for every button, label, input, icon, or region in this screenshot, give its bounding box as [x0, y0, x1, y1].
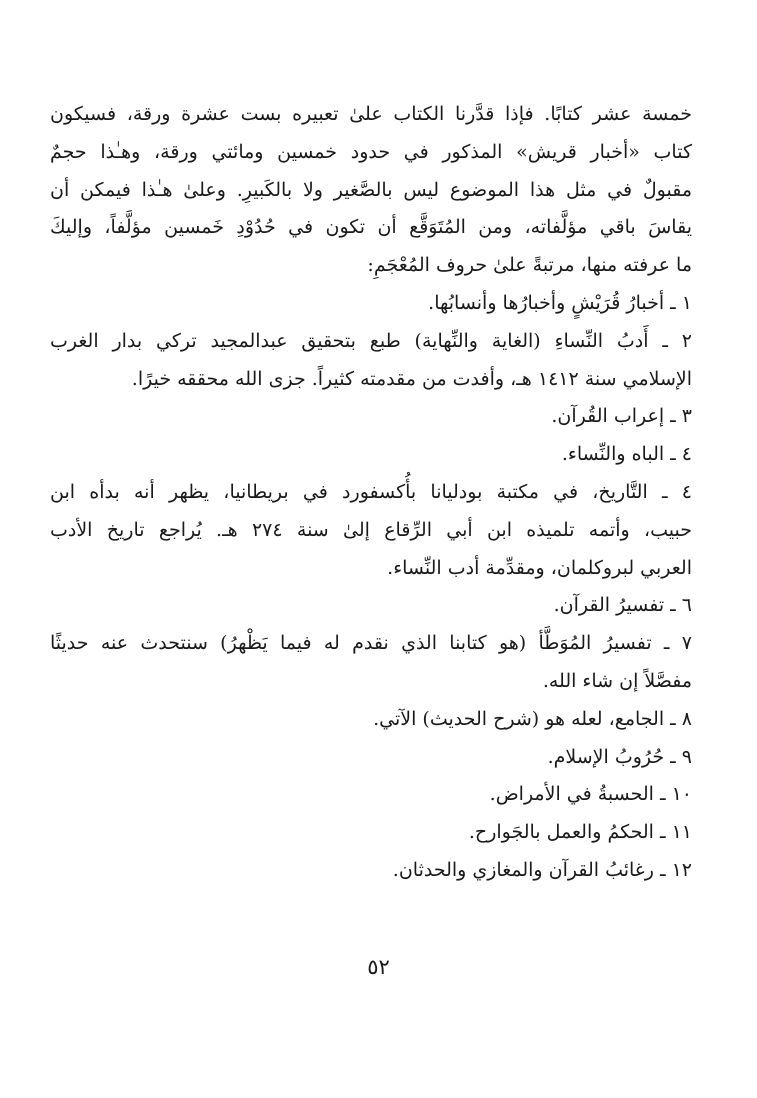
- list-item: ٣ ـ إعراب القُرآن.: [551, 405, 692, 428]
- list-item: ٤ ـ التَّاريخ، في مكتبة بودليانا بأُكسفورد في بريطانيا، يظهر أنه بدأه ابن: [50, 480, 692, 503]
- text-line: الإسلامي سنة ١٤١٢ هـ، وأفدت من مقدمته كثيراً. جزى الله محققه خيرًا.: [131, 367, 692, 390]
- page-number: ٥٢: [367, 955, 390, 979]
- text-line: يقاسَ باقي مؤلَّفاته، ومن المُتَوَقَّع أن تكون في حُدُوْدِ خَمسين مؤلَّفاً، وإليكَ: [50, 216, 692, 239]
- list-item: ١١ ـ الحكمُ والعمل بالجَوارح.: [468, 821, 692, 844]
- text-line: مفصَّلاً إن شاء الله.: [542, 669, 692, 692]
- list-item: ٤ ـ الباه والنِّساء.: [561, 443, 692, 466]
- list-item: ٩ ـ حُرُوبُ الإسلام.: [547, 745, 692, 768]
- list-item: ٢ ـ أَدبُ النِّساءِ (الغاية والنِّهاية) طبع بتحقيق عبدالمجيد تركي بدار الغرب: [50, 329, 692, 352]
- list-item: ٧ ـ تفسيرُ المُوَطَّأ (هو كتابنا الذي نقدم له فيما يَظْهرُ) سنتحدث عنه حديثًا: [50, 632, 692, 655]
- text-line: كتاب «أخبار قريش» المذكور في حدود خمسين ومائتي ورقة، وهـٰذا حجمٌ: [50, 140, 692, 163]
- list-item: ١ ـ أخبارُ قُرَيْشٍ وأخبارُها وأنسابُها.: [428, 291, 692, 314]
- text-line: ما عرفته منها، مرتبةً علىٰ حروف المُعْجَمِ:: [367, 254, 692, 277]
- list-item: ١٢ ـ رغائبُ القرآن والمغازي والحدثان.: [392, 858, 692, 881]
- list-item: ٦ ـ تفسيرُ القرآن.: [553, 594, 692, 617]
- text-line: خمسة عشر كتابًا. فإذا قدَّرنا الكتاب علىٰ تعبيره بست عشرة ورقة، فسيكون: [50, 103, 692, 125]
- text-line: مقبولٌ في مثل هذا الموضوع ليس بالصَّغير ولا بالكَبيرِ. وعلىٰ هـٰذا فيمكن أن: [50, 178, 692, 201]
- main-text: [50, 96, 692, 890]
- text-line: حبيب، وأتمه تلميذه ابن أبي الرِّقاع إلىٰ سنة ٢٧٤ هـ. يُراجع تاريخ الأدب: [50, 518, 692, 541]
- text-line: العربي لبروكلمان، ومقدِّمة أدب النِّساء.: [387, 556, 692, 579]
- list-item: ٨ ـ الجامع، لعله هو (شرح الحديث) الآتي.: [373, 707, 692, 730]
- list-item: ١٠ ـ الحسبةُ في الأمراض.: [489, 783, 692, 806]
